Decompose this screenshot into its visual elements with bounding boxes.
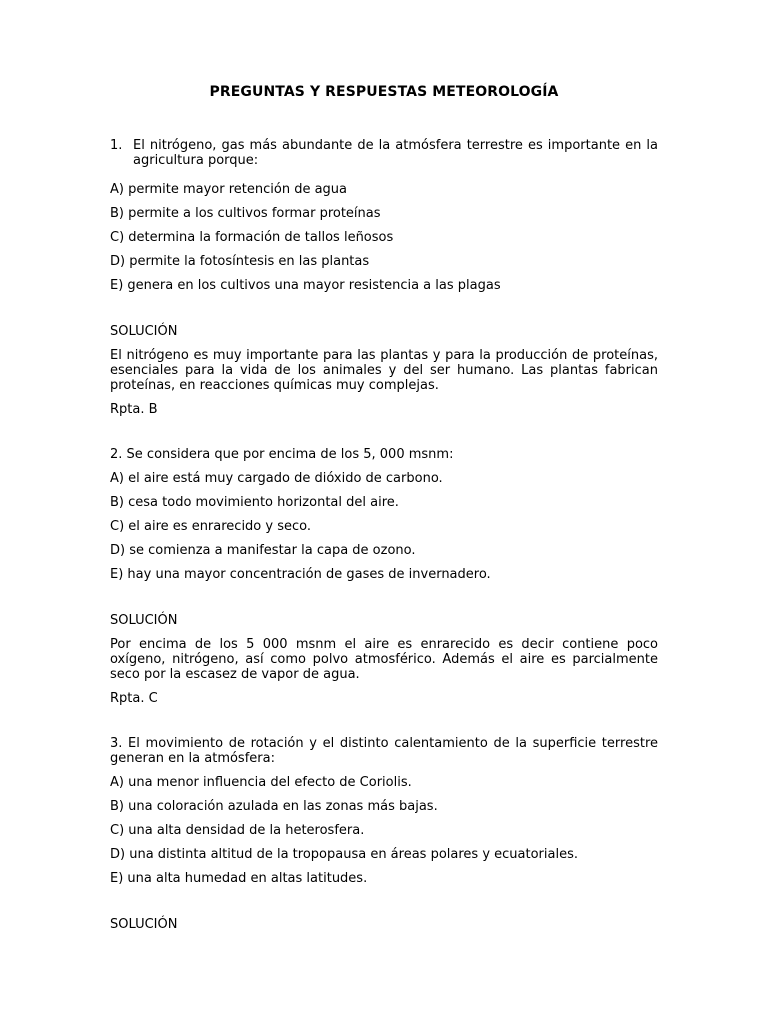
q1-option-b: B) permite a los cultivos formar proteínas	[110, 206, 381, 221]
q3-option-c: C) una alta densidad de la heterosfera.	[110, 823, 365, 838]
q2-option-c: C) el aire es enrarecido y seco.	[110, 519, 311, 534]
document-title: PREGUNTAS Y RESPUESTAS METEOROLOGÍA	[209, 84, 559, 100]
q1-solution-text: El nitrógeno es muy importante para las plantas y para la producción de proteínas, esenciales para la vida de los animales y del ser humano. Las plantas fabrican proteínas, en reacciones químicas muy complejas.	[110, 348, 658, 393]
q2-option-d: D) se comienza a manifestar la capa de ozono.	[110, 543, 416, 558]
q3-option-d: D) una distinta altitud de la tropopausa en áreas polares y ecuatoriales.	[110, 847, 578, 862]
q2-option-b: B) cesa todo movimiento horizontal del aire.	[110, 495, 399, 510]
question-3-text: 3. El movimiento de rotación y el distinto calentamiento de la superficie terrestre generan en la atmósfera:	[110, 736, 658, 766]
question-1	[110, 138, 658, 168]
question-1-text: El nitrógeno, gas más abundante de la atmósfera terrestre es importante en la agricultura porque:	[133, 138, 658, 168]
q1-option-c: C) determina la formación de tallos leñosos	[110, 230, 394, 245]
q1-answer: Rpta. B	[110, 402, 158, 417]
q3-solution-heading: SOLUCIÓN	[110, 917, 178, 932]
q3-option-e: E) una alta humedad en altas latitudes.	[110, 871, 368, 886]
q2-solution-text: Por encima de los 5 000 msnm el aire es enrarecido es decir contiene poco oxígeno, nitrógeno, así como polvo atmosférico. Además el aire es parcialmente seco por la escasez de vapor de agua.	[110, 637, 658, 682]
question-1-number: 1.	[110, 138, 123, 153]
document-content	[110, 84, 658, 941]
q3-option-a: A) una menor influencia del efecto de Coriolis.	[110, 775, 412, 790]
question-2-text: 2. Se considera que por encima de los 5, 000 msnm:	[110, 447, 454, 462]
q3-option-b: B) una coloración azulada en las zonas más bajas.	[110, 799, 438, 814]
q2-option-a: A) el aire está muy cargado de dióxido de carbono.	[110, 471, 443, 486]
q2-answer: Rpta. C	[110, 691, 158, 706]
q1-option-a: A) permite mayor retención de agua	[110, 182, 348, 197]
q1-option-d: D) permite la fotosíntesis en las plantas	[110, 254, 370, 269]
q1-solution-heading: SOLUCIÓN	[110, 324, 178, 339]
q2-solution-heading: SOLUCIÓN	[110, 613, 178, 628]
q2-option-e: E) hay una mayor concentración de gases de invernadero.	[110, 567, 491, 582]
q1-option-e: E) genera en los cultivos una mayor resistencia a las plagas	[110, 278, 501, 293]
